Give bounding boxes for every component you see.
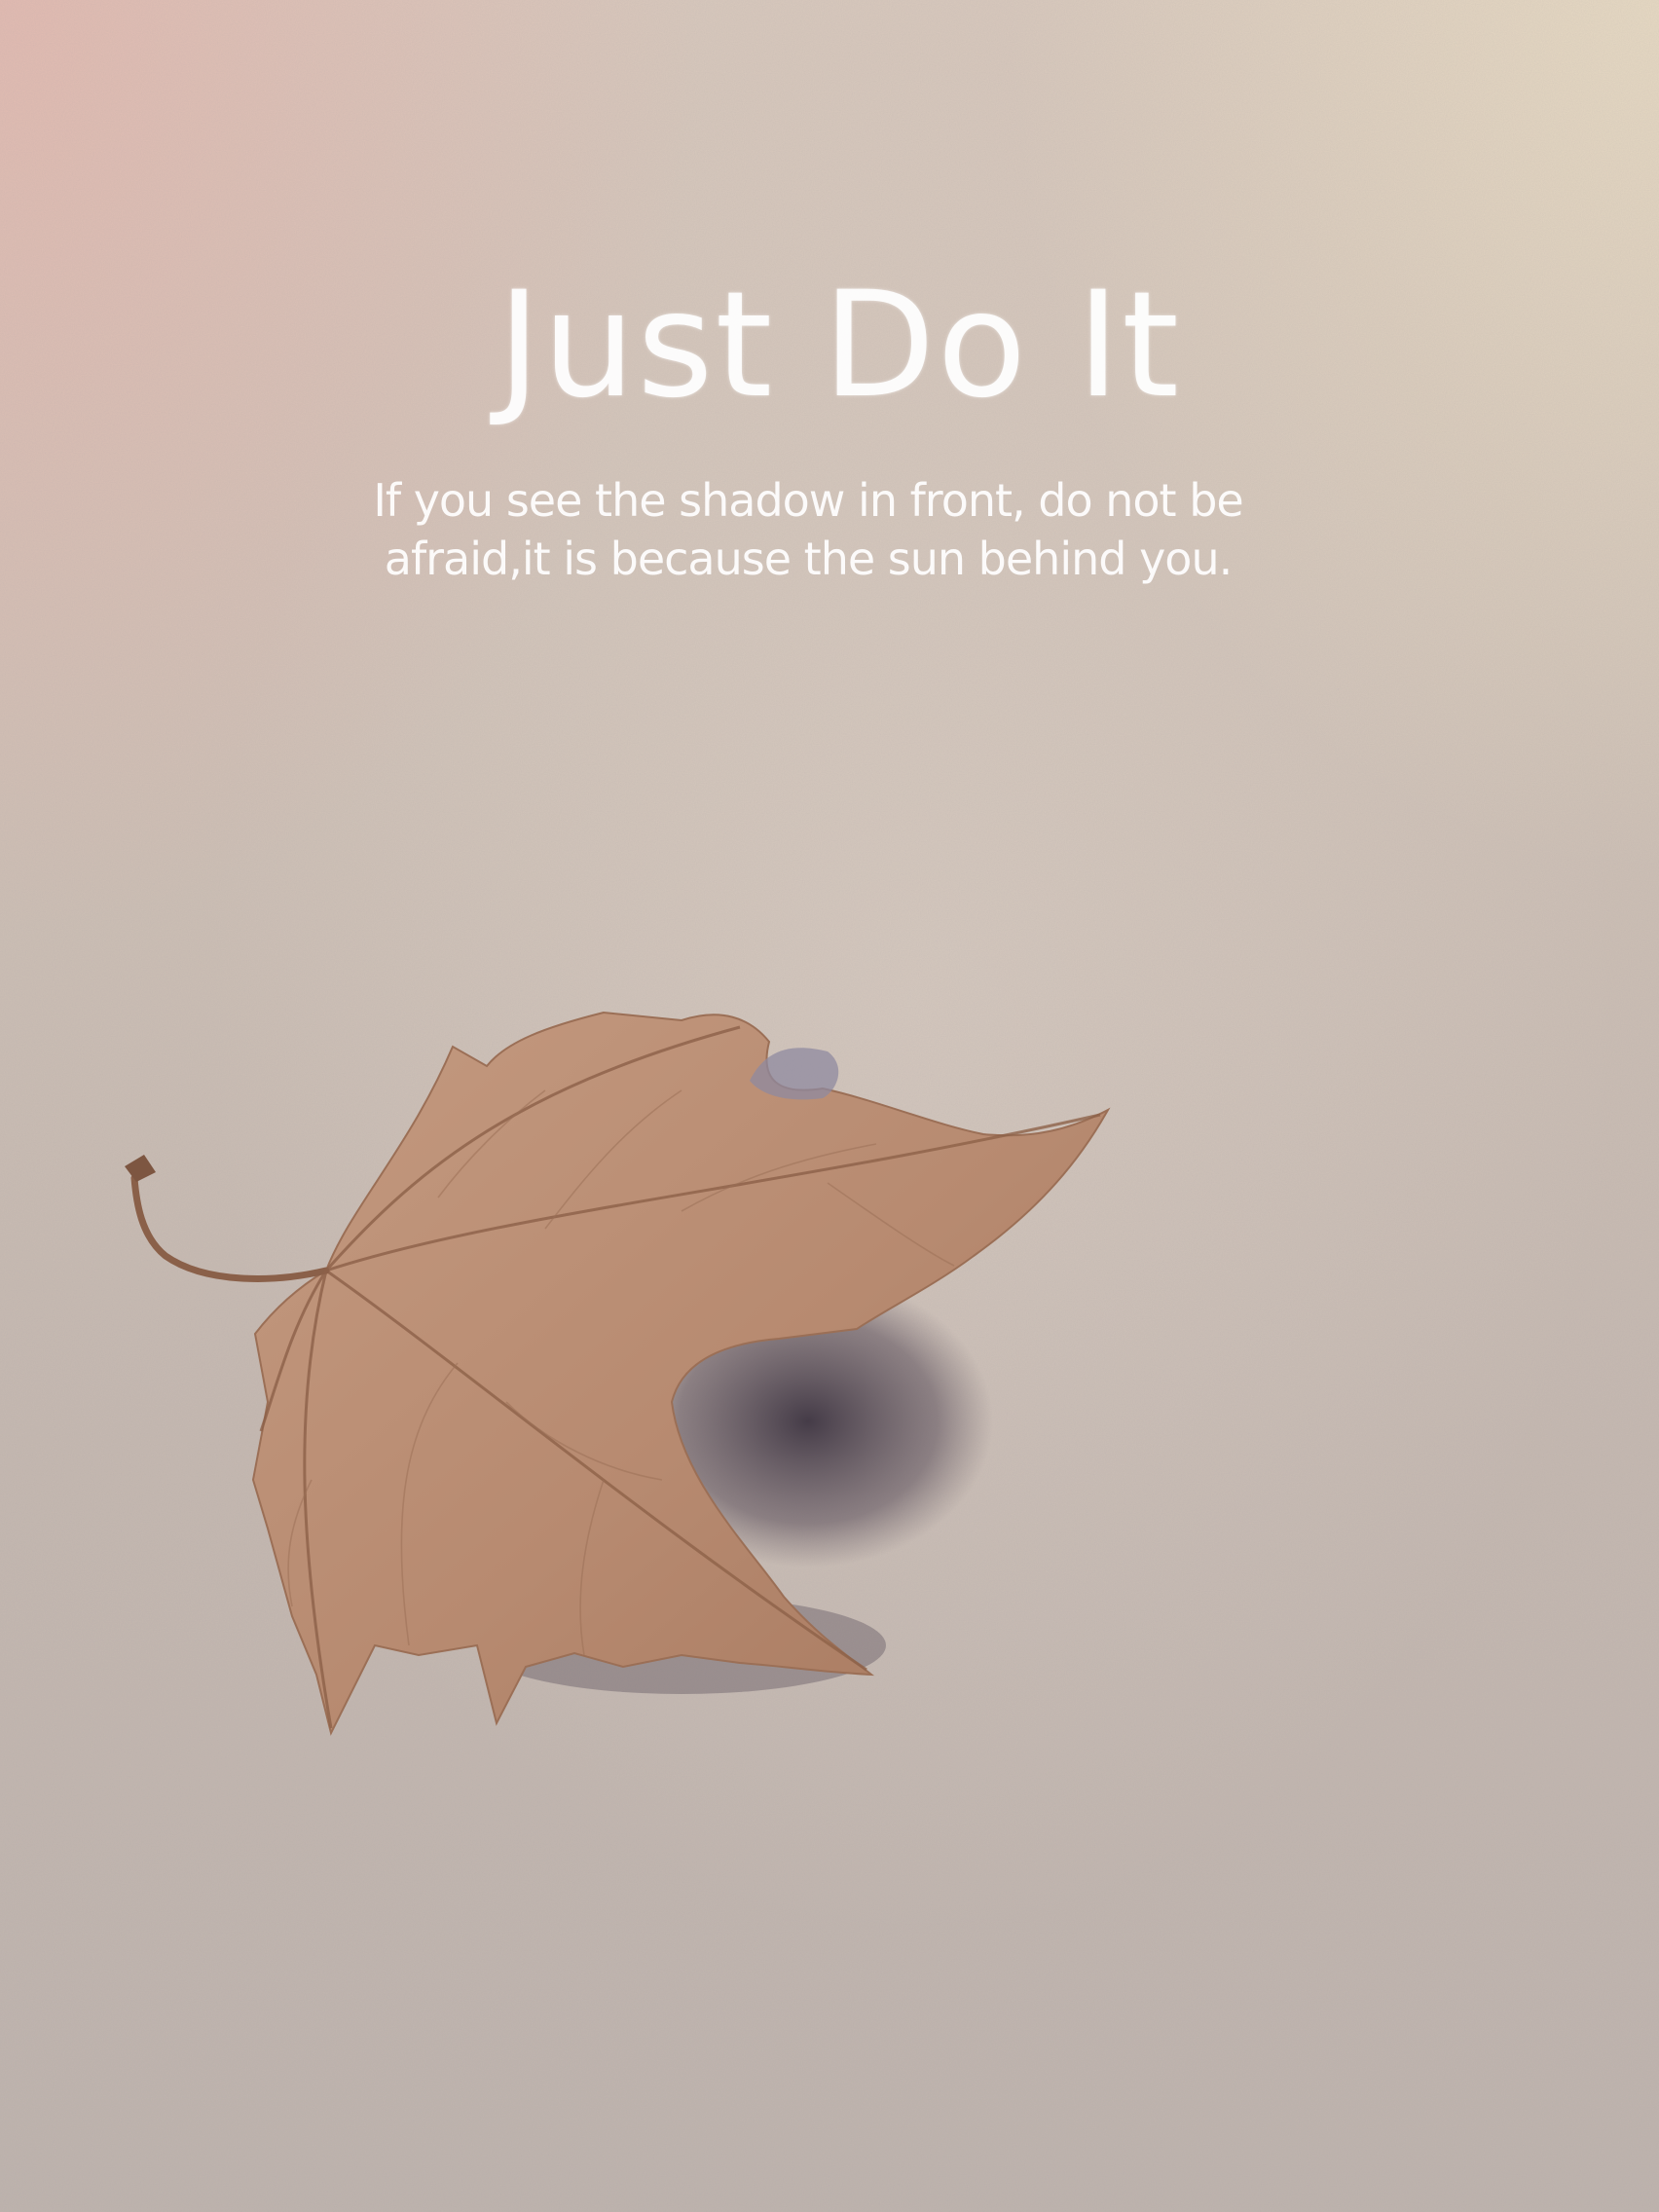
leaf-stem <box>134 1178 326 1278</box>
quote-text: If you see the shadow in front, do not be afraid,it is because the sun behind you. <box>373 474 1243 585</box>
leaf-stem-tip <box>125 1155 156 1182</box>
headline: Just Do It <box>498 261 1181 430</box>
